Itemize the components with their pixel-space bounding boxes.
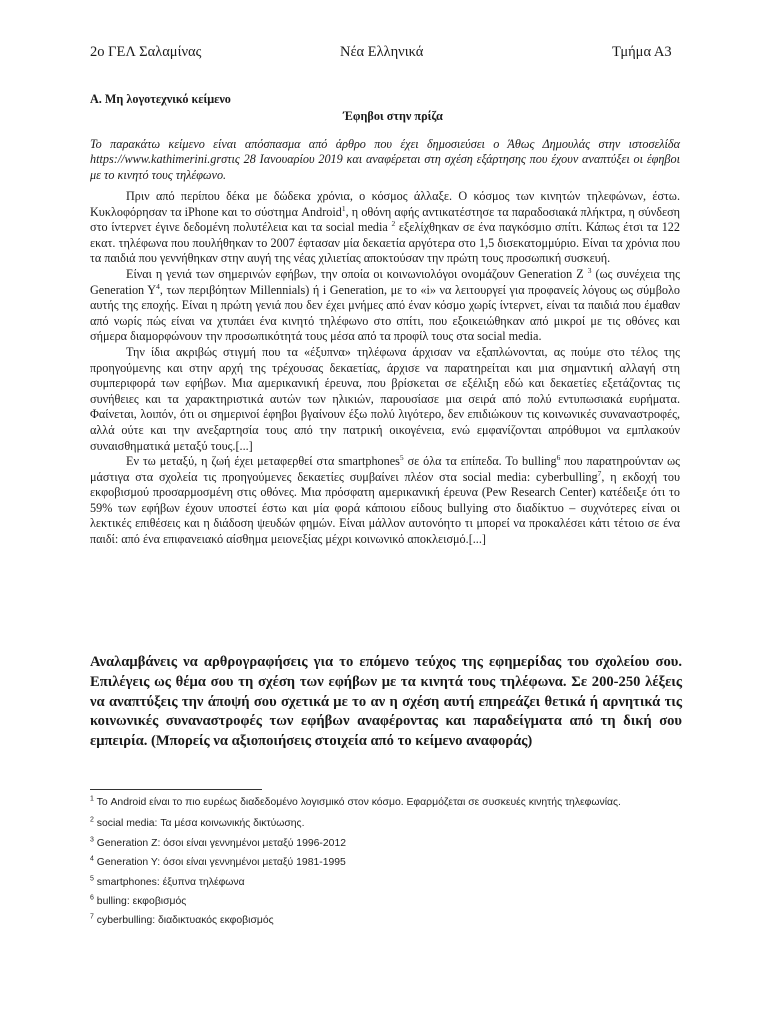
footnote-number: 2 xyxy=(90,816,94,824)
header-class: Τμήμα Α3 xyxy=(612,44,672,60)
writing-task: Αναλαμβάνεις να αρθρογραφήσεις για το επόμενο τεύχος της εφημερίδας του σχολείου σου. Επιλέγεις ως θέμα σου τη σχέση των εφήβων με τα κινητά τους τηλέφωνα. Σε 200-250 λέξεις να αναπτύξεις την άποψή σου σχετικά με το αν η σχέση αυτή επηρεάζει θετικά ή αρνητικά τις κοινωνικές συναναστροφές των εφήβων αναφέροντας και παραδείγματα από τη δική σου εμπειρία. (Μπορείς να αξιοποιήσεις στοιχεία από το κείμενο αναφοράς) xyxy=(90,654,682,750)
p2-text-a: Είναι η γενιά των σημερινών εφήβων, την οποία οι κοινωνιολόγοι ονομάζουν Generation Z xyxy=(126,266,588,281)
article-intro: Το παρακάτω κείμενο είναι απόσπασμα από άρθρο που έχει δημοσιεύσει ο Άθως Δημουλάς στην ιστοσελίδα https://www.kathimerini.grστις 28 Ιανουαρίου 2019 και αναφέρεται στη σχέση εξάρτησης που έχουν αναπτύξει οι έφηβοι με το κινητό τους τηλέφωνο. xyxy=(90,137,680,182)
footnote-mark-1: 1 xyxy=(341,203,346,213)
footnote-mark-2: 2 xyxy=(391,219,396,229)
footnote-4 xyxy=(90,857,346,868)
p2-text-b: (ως συνέχεια της Generation Y xyxy=(90,266,680,297)
footnote-number: 6 xyxy=(90,894,94,902)
p1-text-a: Πριν από περίπου δέκα με δώδεκα χρόνια, ο κόσμος άλλαξε. Ο κόσμος των κινητών τηλεφώνων, έστω. Κυκλοφόρησαν τα iPhone και το σύστημα Android xyxy=(90,189,680,219)
body-paragraph-4 xyxy=(90,454,680,548)
footnote-text: bulling: εκφοβισμός xyxy=(96,896,187,907)
footnote-3 xyxy=(90,838,346,849)
footnote-text: smartphones: έξυπνα τηλέφωνα xyxy=(96,877,245,888)
footnote-number: 7 xyxy=(90,913,94,921)
footnote-text: Generation Y: όσοι είναι γεννημένοι μεταξύ 1981-1995 xyxy=(96,857,346,868)
header-subject: Νέα Ελληνικά xyxy=(340,44,424,60)
footnote-number: 5 xyxy=(90,875,94,883)
body-paragraph-2 xyxy=(90,267,680,345)
footnote-mark-7: 7 xyxy=(597,468,602,478)
footnote-text: cyberbulling: διαδικτυακός εκφοβισμός xyxy=(96,915,274,926)
body-paragraph-1 xyxy=(90,189,680,267)
footnote-text: Το Android είναι το πιο ευρέως διαδεδομένο λογισμικό στον κόσμο. Εφαρμόζεται σε συσκευές κινητής τηλεφωνίας. xyxy=(96,797,621,808)
footnote-mark-5: 5 xyxy=(399,453,404,463)
footnote-number: 1 xyxy=(90,795,94,803)
footnote-mark-6: 6 xyxy=(556,453,561,463)
footnote-1 xyxy=(90,797,621,808)
p4-text-a: Εν τω μεταξύ, η ζωή έχει μεταφερθεί στα smartphones xyxy=(126,454,400,469)
footnote-5 xyxy=(90,877,245,888)
section-title: Α. Μη λογοτεχνικό κείμενο xyxy=(90,92,231,106)
article-body xyxy=(90,189,680,548)
footnote-mark-3: 3 xyxy=(587,265,592,275)
footnote-7 xyxy=(90,915,274,926)
p4-text-c: που παρατηρούνταν ως μάστιγα στα σχολεία τις προηγούμενες δεκαετίες συμβαίνει πλέον στα social media: cyberbulling xyxy=(90,454,681,484)
p1-text-c: εξελίχθηκαν σε ένα παγκόσμιο σπίτι. Κάπως έτσι τα 122 εκατ. τηλέφωνα που πουλήθηκαν το 2007 έφτασαν μία δεκαετία αργότερα στο 1,5 δισεκατομμύριο. Είναι τα χρόνια που τα παιδιά που γεννήθηκαν στην αυγή της νέας χιλιετίας αποκτούσαν την πρώτη τους προσωπική συσκευή. xyxy=(90,220,680,266)
p4-text-d: , η εκδοχή του εκφοβισμού προσαρμοσμένη στις οθόνες. Μια πρόσφατη αμερικανική έρευνα (Pew Research Center) κατέδειξε ότι το 59% των εφήβων έχουν υποστεί έστω και μία φορά κάποιου είδους bullying στο διαδίκτυο – συχνότερες είναι οι λεκτικές επιθέσεις και η διάδοση ψευδών φημών. Είναι μάλλον αυτονόητο τι μπορεί να προκαλέσει κάτι τέτοιο σε ένα παιδί: από ένα επιφανειακό αίσθημα μειονεξίας μέχρι κοινωνικό αποκλεισμό.[...] xyxy=(90,469,680,547)
footnote-mark-4: 4 xyxy=(156,281,160,291)
p1-text-b: , η οθόνη αφής αντικατέστησε τα παραδοσιακά πλήκτρα, η σύνδεση στο ίντερνετ έγινε δεδομένη πολυτέλεια και τα social media xyxy=(90,204,681,235)
footnote-2 xyxy=(90,818,304,829)
footnote-number: 3 xyxy=(90,836,94,844)
header-school: 2ο ΓΕΛ Σαλαμίνας xyxy=(90,44,202,60)
footnote-text: Generation Z: όσοι είναι γεννημένοι μεταξύ 1996-2012 xyxy=(96,838,346,849)
footnote-text: social media: Τα μέσα κοινωνικής δικτύωσης. xyxy=(96,818,305,829)
footnote-number: 4 xyxy=(90,855,94,863)
p4-text-b: σε όλα τα επίπεδα. Το bulling xyxy=(403,454,557,469)
footnote-6 xyxy=(90,896,186,907)
footnote-separator xyxy=(90,789,262,790)
body-paragraph-3: Την ίδια ακριβώς στιγμή που τα «έξυπνα» τηλέφωνα άρχισαν να εξαπλώνονται, ας πούμε στο τέλος της προηγούμενης και στην αρχή της τρέχουσας δεκαετίας, άρχισε να παρατηρείται και μια σημαντική αλλαγή στη συμπεριφορά των εφήβων. Μια αμερικανική έρευνα, που βρίσκεται σε εξέλιξη εδώ και δεκαετίες εξετάζοντας τις συνήθειες και τα χαρακτηριστικά αυτών των ηλικιών, παρουσίασε μια σειρά από πολύ εντυπωσιακά ευρήματα. Φαίνεται, λοιπόν, ότι οι σημερινοί έφηβοι βγαίνουν έξω πολύ λιγότερο, δεν επιδιώκουν τις κοινωνικές συναναστροφές, αλλά ούτε και την ανεξαρτησία τους από την πατρική οικογένεια, ενώ εμφανίζονται απρόθυμοι να εμπλακούν συναισθηματικά μεταξύ τους.[...] xyxy=(90,344,680,453)
article-title: Έφηβοι στην πρίζα xyxy=(343,109,443,123)
p2-text-c: , των περιβόητων Millennials) ή i Generation, με το «i» να λειτουργεί για προφανείς λόγους ως σύμβολο αυτής της εποχής. Είναι η πρώτη γενιά που δεν έχει μνήμες από έναν κόσμο χωρίς ίντερνετ, είναι τα παιδιά που έμαθαν από νωρίς πώς είναι να χτυπάει ένα κινητό τηλέφωνο στο σπίτι, που εξοικειώθηκαν από μικροί με τις οθόνες και σήμερα διαμορφώνουν την προσωπικότητά τους μέσα από τα προφίλ τους στα social media. xyxy=(90,282,680,344)
